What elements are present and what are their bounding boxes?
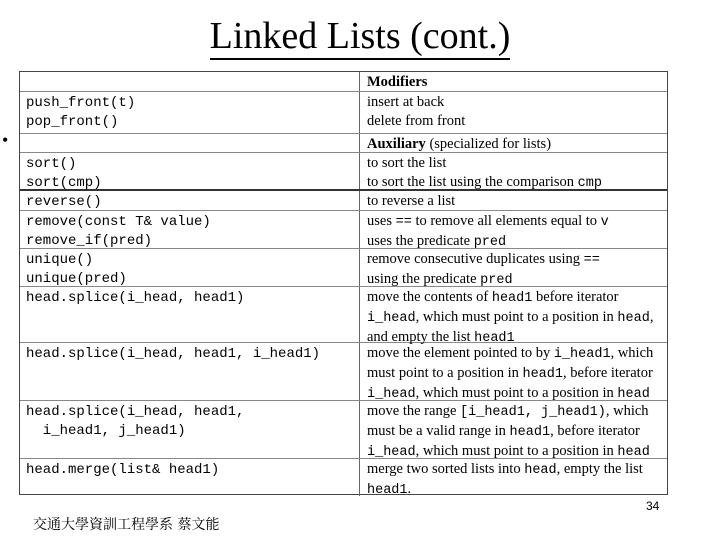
table-row [20, 92, 667, 134]
method-signature: reverse() [20, 191, 360, 210]
table-row [20, 134, 667, 153]
method-signature: head.splice(i_head, head1, i_head1, j_head1) [20, 401, 360, 458]
method-signature [20, 134, 360, 152]
bullet-marker: • [2, 130, 9, 150]
footer-credit: 交通大學資訓工程學系 蔡文能 [33, 517, 220, 533]
table-row [20, 401, 667, 459]
table-row [20, 459, 667, 496]
method-signature: sort() sort(cmp) [20, 153, 360, 189]
method-signature: push_front(t) pop_front() [20, 92, 360, 133]
method-description: to reverse a list [367, 193, 456, 209]
method-description: uses == to remove all elements equal to v uses the predicate pred [367, 213, 609, 250]
method-description: remove consecutive duplicates using == using the predicate pred [367, 251, 600, 288]
slide-title: Linked Lists (cont.) [0, 14, 720, 58]
table-row [20, 153, 667, 191]
table-row [20, 191, 667, 211]
table-row [20, 211, 667, 249]
method-signature: remove(const T& value) remove_if(pred) [20, 211, 360, 248]
method-description: move the element pointed to by i_head1, which must point to a position in head1, before iterator i_head, which must point to a position in head [367, 345, 654, 402]
method-description: Modifiers [367, 74, 428, 90]
method-description: move the range [i_head1, j_head1), which must be a valid range in head1, before iterator i_head, which must point to a position in head [367, 403, 650, 460]
method-signature: head.splice(i_head, head1) [20, 287, 360, 342]
table-row [20, 249, 667, 287]
method-signature: head.merge(list& head1) [20, 459, 360, 496]
page-number: 34 [646, 499, 660, 513]
method-description: insert at back delete from front [367, 94, 466, 129]
method-signature: head.splice(i_head, head1, i_head1) [20, 343, 360, 400]
table-row [20, 72, 667, 92]
method-description: Auxiliary (specialized for lists) [367, 136, 552, 152]
table-row [20, 343, 667, 401]
method-signature [20, 72, 360, 91]
list-operations-table [19, 71, 668, 498]
method-description: merge two sorted lists into head, empty the list head1. [367, 461, 643, 498]
table-row [20, 287, 667, 346]
method-signature: unique() unique(pred) [20, 249, 360, 286]
method-description: to sort the list to sort the list using the comparison cmp [367, 155, 602, 191]
method-description: move the contents of head1 before iterator i_head, which must point to a position in head, and empty the list head1 [367, 289, 654, 346]
